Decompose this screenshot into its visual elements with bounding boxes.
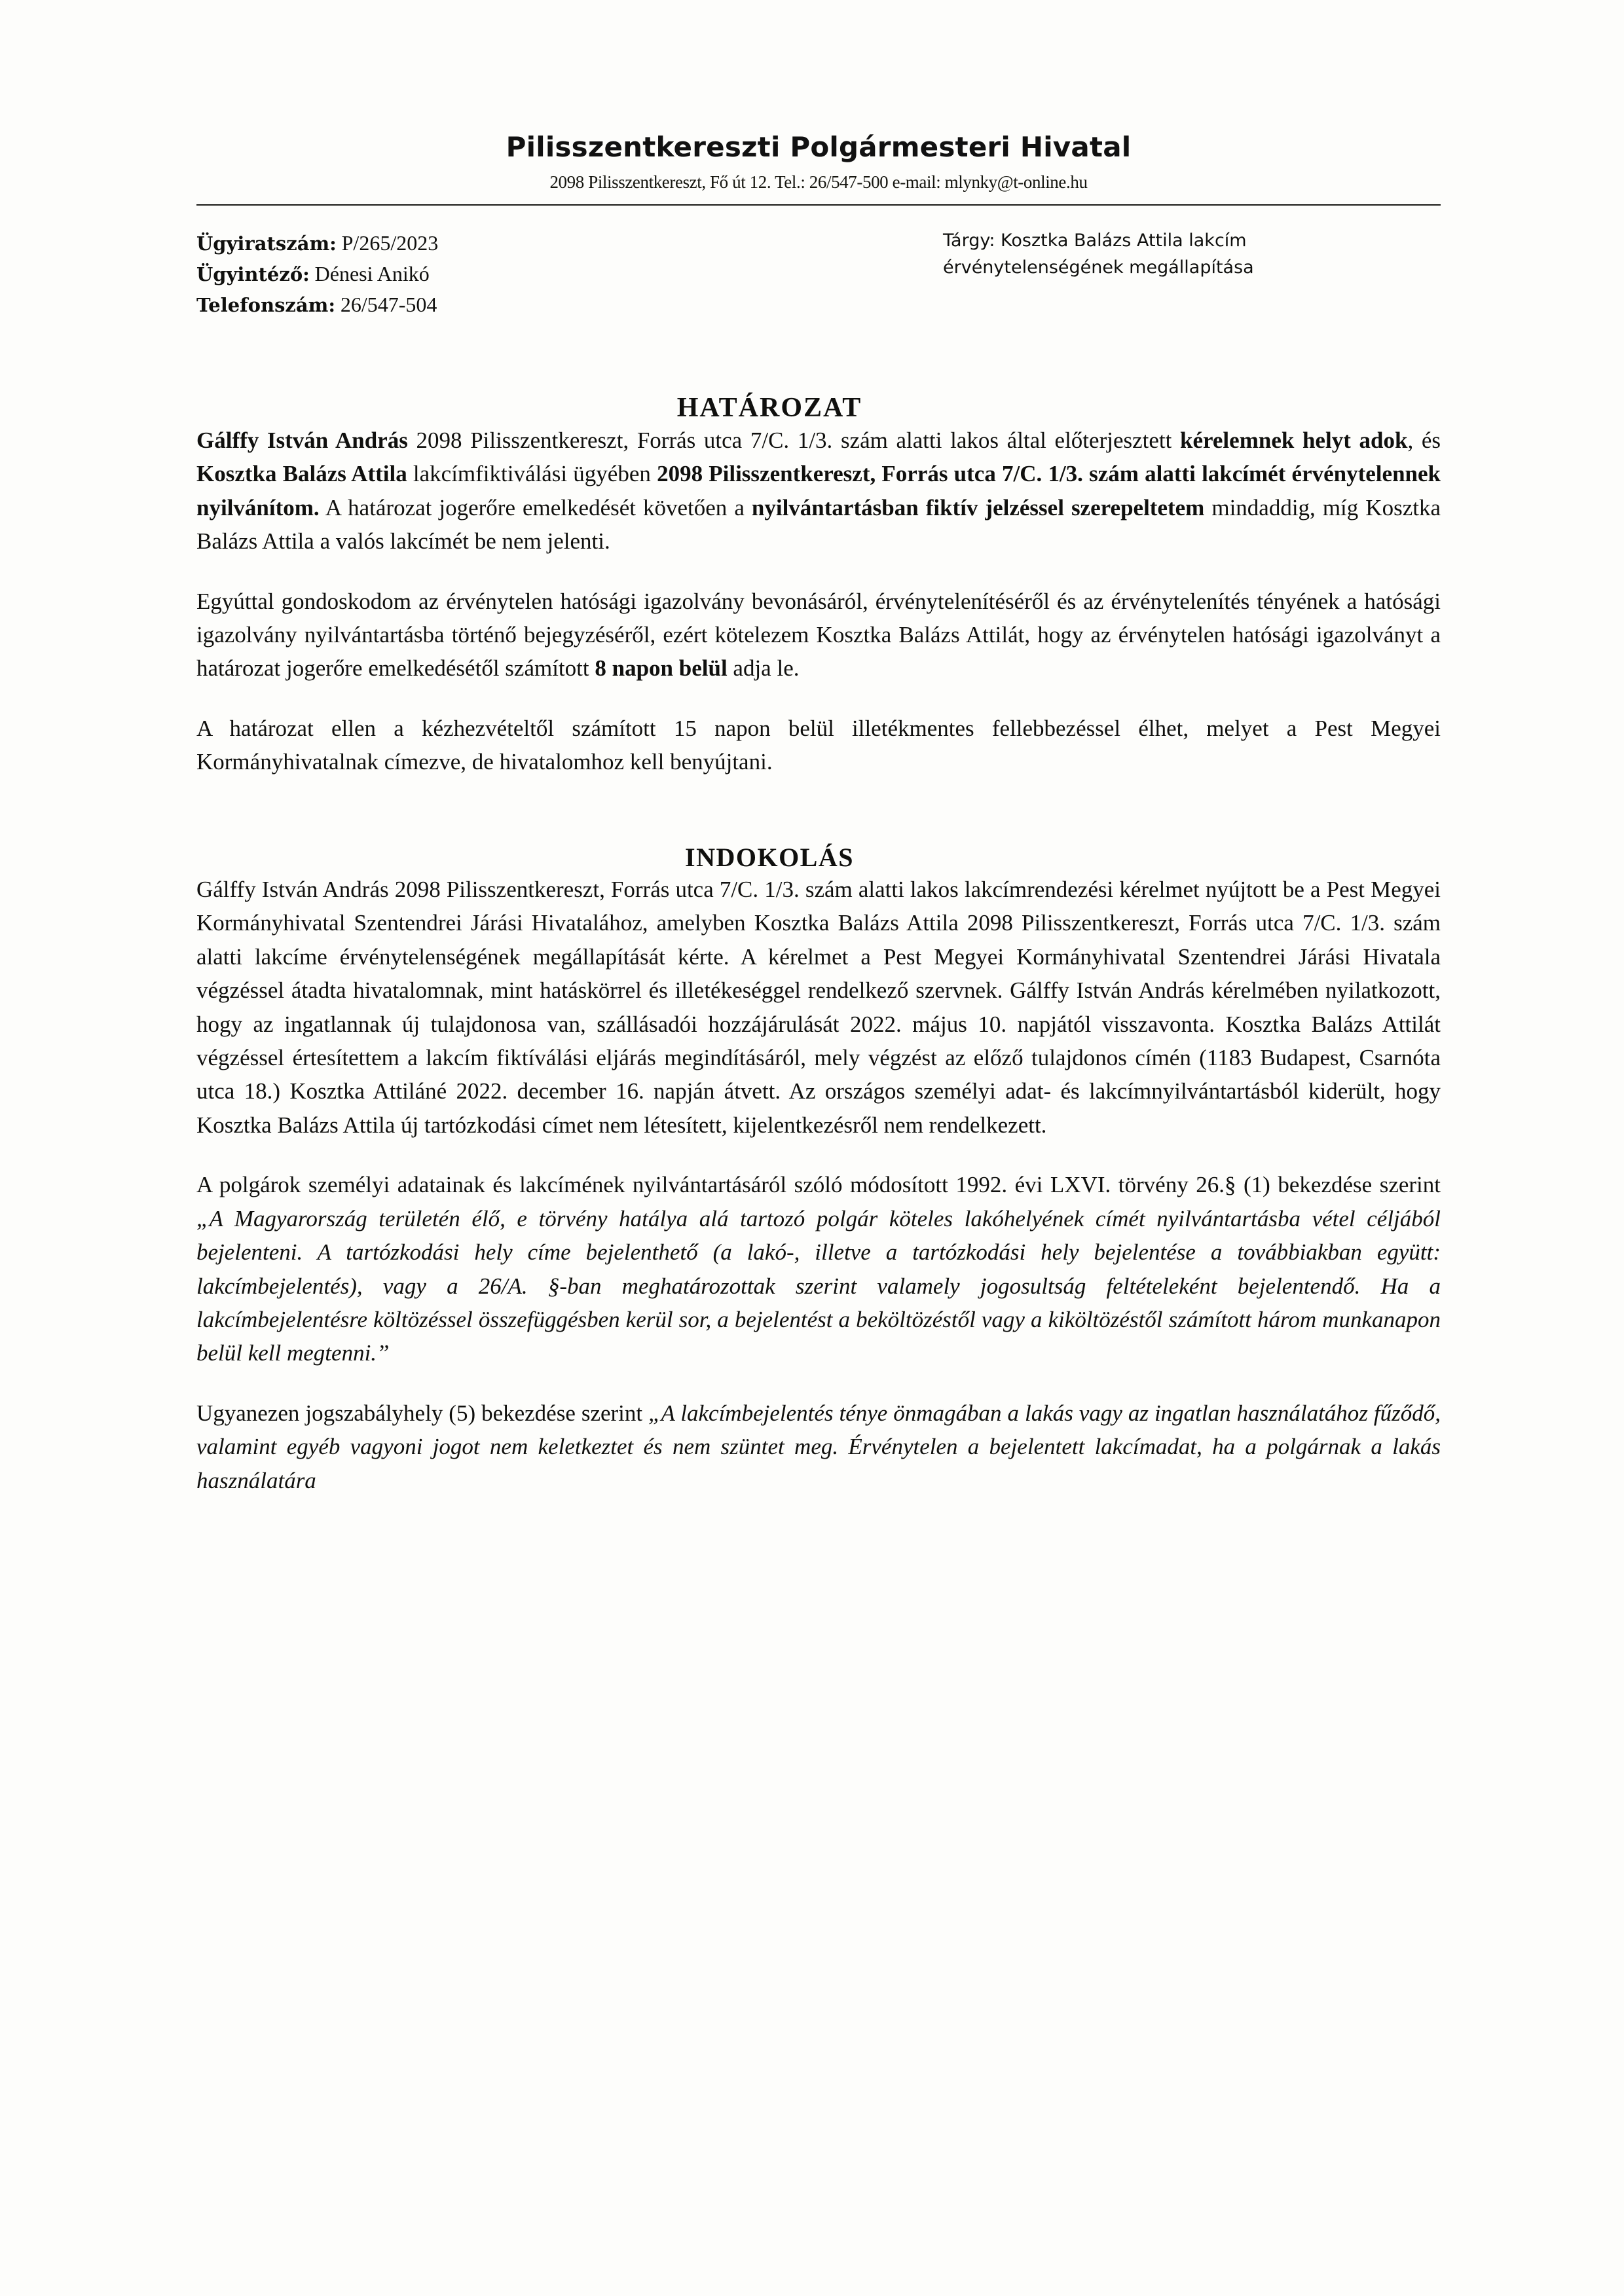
subject-person-name: Kosztka Balázs Attila	[196, 461, 407, 487]
organization-contact: 2098 Pilisszentkereszt, Fő út 12. Tel.: 26/547-500 e-mail: mlynky@t-online.hu	[549, 172, 1088, 192]
decision-p2-text-a: Egyúttal gondoskodom az érvénytelen hatósági igazolvány bevonásáról, érvénytelenítéséről és az érvénytelenítés tényének a hatósági igazolvány nyilvántartásba történő bejegyzéséről, ezért kötelezem Kosztka Balázs Attilát, hogy az érvénytelen hatósági igazolványt a határozat jogerőre emelkedésétől számított	[196, 588, 1441, 682]
decision-p1-text-i: nyilvántartásban fiktív jelzéssel szerepeltetem	[751, 494, 1205, 520]
reference-info	[196, 228, 438, 320]
organization-title: Pilisszentkereszti Polgármesteri Hivatal	[506, 131, 1132, 163]
decision-p1-text-d: , és	[1407, 427, 1441, 453]
decision-paragraph-1	[196, 424, 1441, 558]
decision-p1-text-b: 2098 Pilisszentkereszt, Forrás utca 7/C. 1/3. szám alatti lakos által előterjesztett	[407, 427, 1180, 453]
phone-value: 26/547-504	[340, 292, 437, 316]
subject-line: Tárgy: Kosztka Balázs Attila lakcím érvénytelenségének megállapítása	[943, 230, 1254, 278]
decision-paragraph-3: A határozat ellen a kézhezvételtől számított 15 napon belül illetékmentes fellebbezéssel élhet, melyet a Pest Megyei Kormányhivatalnak címezve, de hivatalomhoz kell benyújtani.	[196, 715, 1441, 775]
reasoning-p2-text-a: A polgárok személyi adatainak és lakcímének nyilvántartásáról szóló módosított 1992. évi LXVI. törvény 26.§ (1) bekezdése szerint	[196, 1172, 1441, 1198]
document-content	[196, 131, 1441, 1523]
decision-paragraph-2	[196, 585, 1441, 685]
law-quote-26-1: „A Magyarország területén élő, e törvény hatálya alá tartozó polgár köteles lakóhelyének címét nyilvántartásba vétel céljából bejelenteni. A tartózkodási hely címe bejelenthető (a lakó-, illetve a tartózkodási hely bejelentése a továbbiakban együtt: lakcímbejelentés), vagy a 26/A. §-ban meghatározottak szerint valamely jogosultság feltételeként bejelentendő. Ha a lakcímbejelentésre költözéssel összefüggésben kerül sor, a bejelentést a beköltözéstől vagy a kiköltözéstől számított három munkanapon belül kell megtenni.”	[196, 1205, 1441, 1366]
phone-row	[196, 289, 438, 320]
reasoning-paragraph-2	[196, 1168, 1441, 1370]
officer-row	[196, 259, 438, 289]
applicant-name: Gálffy István András	[196, 427, 408, 453]
decision-p2-text-c: adja le.	[727, 655, 800, 682]
law-quote-26-5: „A lakcímbejelentés ténye önmagában a lakás vagy az ingatlan használatához fűződő, valamint egyéb vagyoni jogot nem keletkeztet és nem szüntet meg. Érvénytelen a bejelentett lakcímadat, ha a polgárnak a lakás használatára	[196, 1400, 1441, 1493]
decision-p1-text-f: lakcímfiktiválási ügyében	[407, 461, 657, 487]
reasoning-p3-text-a: Ugyanezen jogszabályhely (5) bekezdése szerint	[196, 1400, 649, 1426]
officer-label: Ügyintéző:	[196, 263, 310, 285]
header-divider	[196, 204, 1441, 206]
case-number-row	[196, 228, 438, 259]
phone-label: Telefonszám:	[196, 293, 336, 316]
reasoning-heading: INDOKOLÁS	[685, 842, 854, 872]
reasoning-paragraph-3	[196, 1396, 1441, 1497]
decision-p1-text-g: 2098 Pilisszentkereszt, Forrás utca 7/C. 1/3. szám alatti lakcímét érvénytelennek nyilvánítom.	[196, 461, 1441, 520]
meta-block	[196, 228, 1441, 320]
decision-p1-text-c: kérelemnek helyt adok	[1180, 427, 1408, 453]
decision-p1-text-j: mindaddig, míg Kosztka Balázs Attila a valós lakcímét be nem jelenti.	[196, 494, 1441, 555]
case-number-label: Ügyiratszám:	[196, 232, 337, 255]
decision-heading: HATÁROZAT	[676, 392, 862, 423]
reasoning-paragraph-1: Gálffy István András 2098 Pilisszentkereszt, Forrás utca 7/C. 1/3. szám alatti lakos lakcímrendezési kérelmet nyújtott be a Pest Megyei Kormányhivatal Szentendrei Járási Hivatalához, amelyben Kosztka Balázs Attila 2098 Pilisszentkereszt, Forrás utca 7/C. 1/3. szám alatti lakcíme érvénytelenségének megállapítását kérte. A kérelmet a Pest Megyei Kormányhivatal Szentendrei Járási Hivatala végzéssel átadta hivatalomnak, mint hatáskörrel és illetékeséggel rendelkező szervnek. Gálffy István András kérelmében nyilatkozott, hogy az ingatlannak új tulajdonosa van, szállásadói hozzájárulását 2022. május 10. napjától visszavonta. Kosztka Balázs Attilát végzéssel értesítettem a lakcím fiktíválási eljárás megindításáról, mely végzést az előző tulajdonos címén (1183 Budapest, Csarnóta utca 18.) Kosztka Attiláné 2022. december 16. napján átvett. Az országos személyi adat- és lakcímnyilvántartásból kiderült, hogy Kosztka Balázs Attila új tartózkodási címet nem létesített, kijelentkezésről nem rendelkezett.	[196, 876, 1441, 1138]
officer-value: Dénesi Anikó	[314, 261, 430, 285]
case-number-value: P/265/2023	[341, 231, 439, 255]
letterhead	[196, 131, 1441, 192]
deadline-days: 8 napon belül	[595, 655, 728, 682]
decision-p1-text-h: A határozat jogerőre emelkedését követően a	[319, 494, 752, 520]
